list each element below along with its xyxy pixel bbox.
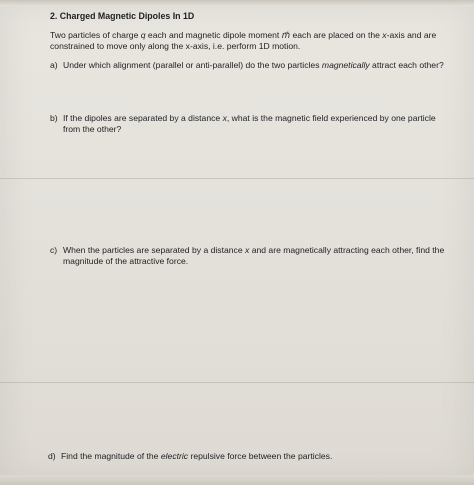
part-c-question-line-2: magnitude of the attractive force. — [63, 256, 189, 266]
part-c-letter: c) — [50, 245, 58, 255]
page-top-edge — [0, 0, 474, 6]
question-title: 2. Charged Magnetic Dipoles In 1D — [50, 11, 195, 21]
part-c-question-line-1: c) When the particles are separated by a distance x and are magnetically attracting each other, find the — [50, 245, 445, 255]
part-b-question-line-1: b) If the dipoles are separated by a distance x, what is the magnetic field experienced by one particle — [50, 113, 436, 123]
part-d-question: d) Find the magnitude of the electric repulsive force between the particles. — [48, 451, 333, 461]
intro-line-2: constrained to move only along the x-axis, i.e. perform 1D motion. — [50, 41, 301, 51]
page-bottom-edge — [0, 475, 474, 485]
paper-fold-line — [0, 382, 474, 383]
paper-fold-line — [0, 178, 474, 179]
intro-line-1: Two particles of charge q each and magnetic dipole moment m⃗ each are placed on the x-axis and are — [50, 30, 437, 40]
part-d-letter: d) — [48, 451, 56, 461]
part-a-question: a) Under which alignment (parallel or anti-parallel) do the two particles magnetically attract each other? — [50, 60, 444, 70]
part-a-letter: a) — [50, 60, 58, 70]
part-b-letter: b) — [50, 113, 58, 123]
part-b-question-line-2: from the other? — [63, 124, 122, 134]
